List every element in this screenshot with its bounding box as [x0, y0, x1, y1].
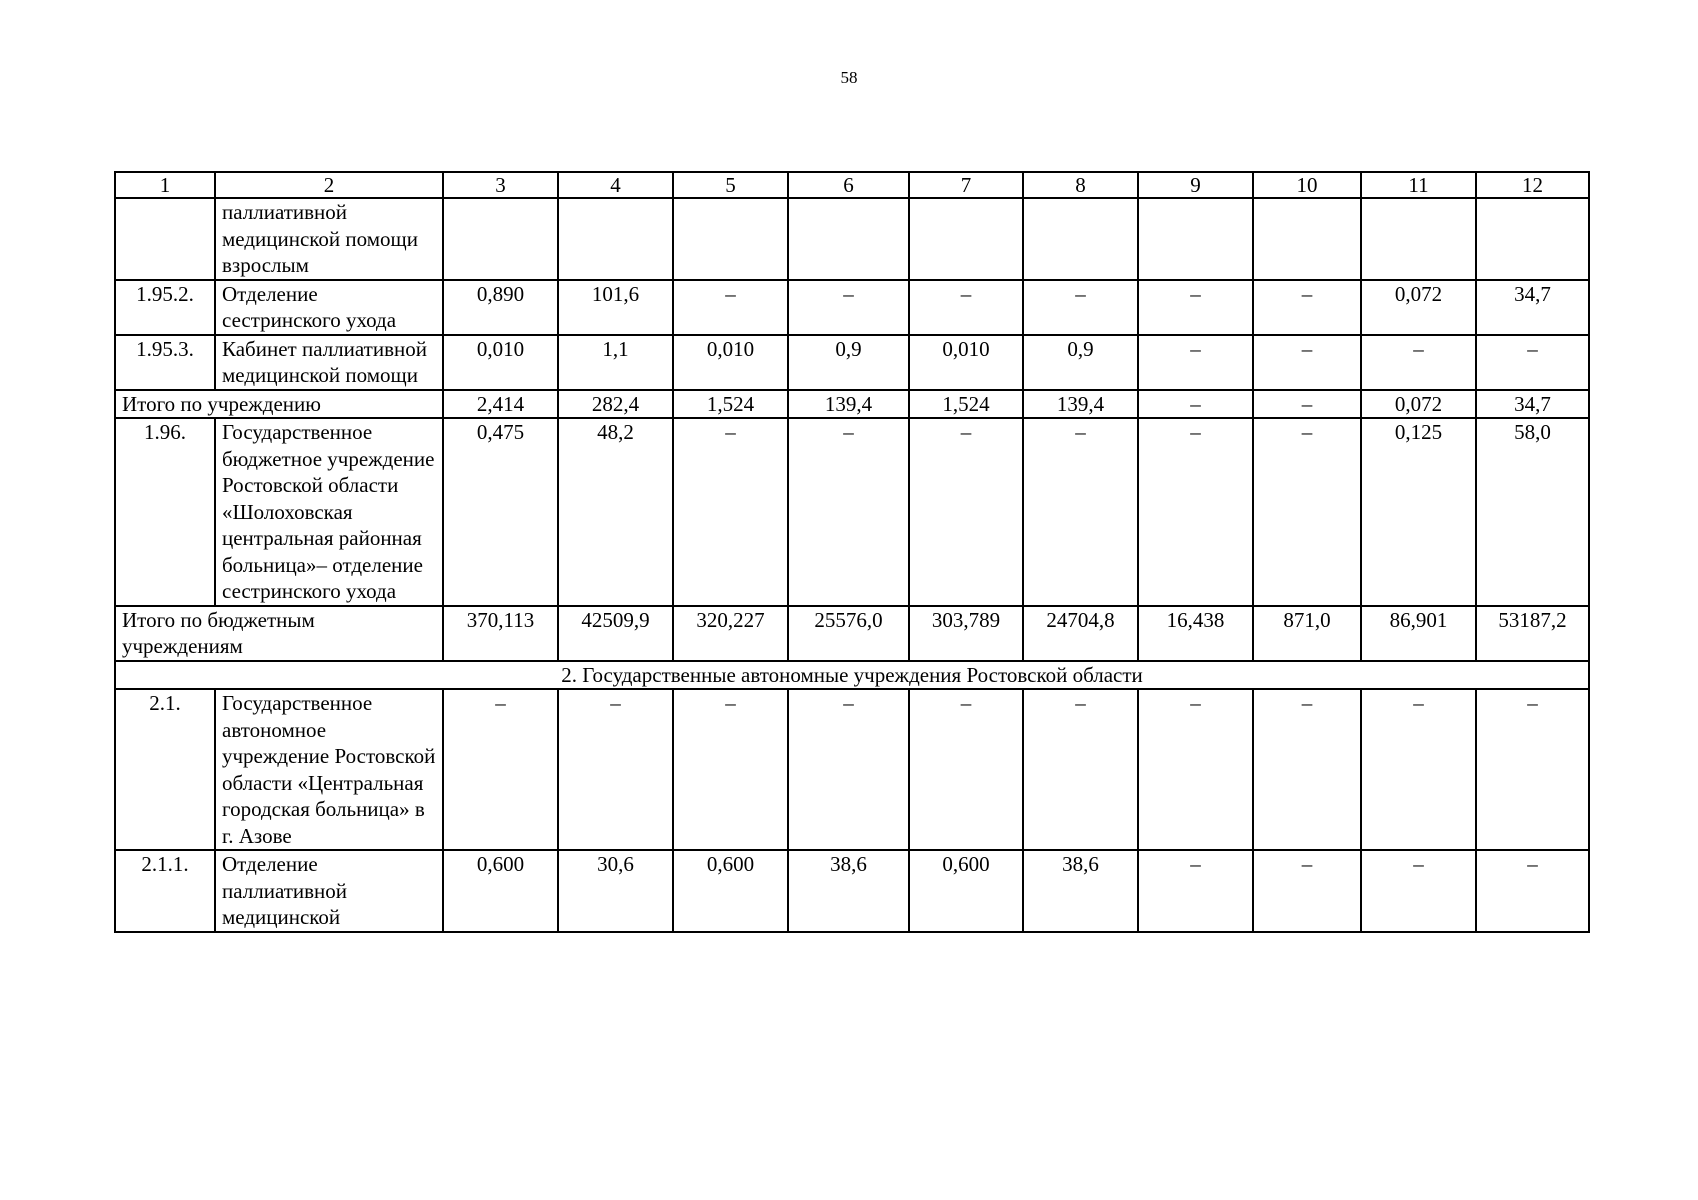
value-cell-col-6: 25576,0: [788, 606, 909, 661]
table-row: [115, 335, 1589, 390]
row-code: 2.1.1.: [115, 850, 215, 932]
value-cell-col-5: [673, 198, 788, 280]
value-cell-col-10: –: [1253, 689, 1361, 850]
value-cell-col-12: 58,0: [1476, 418, 1589, 606]
value-cell-col-9: –: [1138, 390, 1253, 419]
table-row: [115, 280, 1589, 335]
value-cell-col-3: 0,890: [443, 280, 558, 335]
table-row: [115, 689, 1589, 850]
value-cell-col-3: 0,600: [443, 850, 558, 932]
page-number: 58: [840, 68, 858, 87]
row-code: 1.96.: [115, 418, 215, 606]
table-row: [115, 850, 1589, 932]
value-cell-col-10: –: [1253, 335, 1361, 390]
value-cell-col-6: –: [788, 689, 909, 850]
value-cell-col-4: –: [558, 689, 673, 850]
value-cell-col-8: 139,4: [1023, 390, 1138, 419]
value-cell-col-11: –: [1361, 335, 1476, 390]
column-header-4: 4: [558, 172, 673, 198]
value-cell-col-6: 139,4: [788, 390, 909, 419]
value-cell-col-5: 0,010: [673, 335, 788, 390]
section-title: 2. Государственные автономные учреждения Ростовской области: [115, 661, 1589, 690]
value-cell-col-6: 38,6: [788, 850, 909, 932]
column-header-9: 9: [1138, 172, 1253, 198]
value-cell-col-11: –: [1361, 850, 1476, 932]
value-cell-col-11: –: [1361, 689, 1476, 850]
value-cell-col-7: 0,010: [909, 335, 1023, 390]
value-cell-col-10: –: [1253, 390, 1361, 419]
value-cell-col-3: 0,475: [443, 418, 558, 606]
value-cell-col-9: 16,438: [1138, 606, 1253, 661]
value-cell-col-5: –: [673, 280, 788, 335]
value-cell-col-3: [443, 198, 558, 280]
value-cell-col-7: –: [909, 418, 1023, 606]
column-header-12: 12: [1476, 172, 1589, 198]
value-cell-col-10: 871,0: [1253, 606, 1361, 661]
column-header-7: 7: [909, 172, 1023, 198]
header-row: [115, 172, 1589, 198]
column-header-11: 11: [1361, 172, 1476, 198]
value-cell-col-9: –: [1138, 418, 1253, 606]
row-code: 1.95.2.: [115, 280, 215, 335]
row-name: паллиативной медицинской помощи взрослым: [215, 198, 443, 280]
value-cell-col-12: [1476, 198, 1589, 280]
row-code: 1.95.3.: [115, 335, 215, 390]
value-cell-col-6: 0,9: [788, 335, 909, 390]
value-cell-col-11: 86,901: [1361, 606, 1476, 661]
value-cell-col-11: 0,072: [1361, 390, 1476, 419]
column-header-2: 2: [215, 172, 443, 198]
value-cell-col-9: –: [1138, 280, 1253, 335]
value-cell-col-8: –: [1023, 280, 1138, 335]
value-cell-col-7: 1,524: [909, 390, 1023, 419]
value-cell-col-10: –: [1253, 418, 1361, 606]
total-label: Итого по учреждению: [115, 390, 443, 419]
value-cell-col-11: 0,125: [1361, 418, 1476, 606]
value-cell-col-8: 24704,8: [1023, 606, 1138, 661]
value-cell-col-7: [909, 198, 1023, 280]
value-cell-col-12: –: [1476, 689, 1589, 850]
total-row: [115, 390, 1589, 419]
column-header-5: 5: [673, 172, 788, 198]
value-cell-col-3: 0,010: [443, 335, 558, 390]
value-cell-col-12: –: [1476, 850, 1589, 932]
value-cell-col-3: –: [443, 689, 558, 850]
value-cell-col-9: [1138, 198, 1253, 280]
row-name: Отделение паллиативной медицинской: [215, 850, 443, 932]
value-cell-col-6: –: [788, 280, 909, 335]
value-cell-col-10: –: [1253, 850, 1361, 932]
row-code: 2.1.: [115, 689, 215, 850]
value-cell-col-5: 1,524: [673, 390, 788, 419]
column-header-1: 1: [115, 172, 215, 198]
value-cell-col-7: –: [909, 689, 1023, 850]
table-row: [115, 198, 1589, 280]
value-cell-col-5: –: [673, 689, 788, 850]
column-header-8: 8: [1023, 172, 1138, 198]
value-cell-col-9: –: [1138, 335, 1253, 390]
value-cell-col-8: [1023, 198, 1138, 280]
value-cell-col-4: 48,2: [558, 418, 673, 606]
value-cell-col-9: –: [1138, 850, 1253, 932]
value-cell-col-4: 101,6: [558, 280, 673, 335]
column-header-3: 3: [443, 172, 558, 198]
value-cell-col-12: 34,7: [1476, 280, 1589, 335]
value-cell-col-4: 1,1: [558, 335, 673, 390]
total-row: [115, 606, 1589, 661]
value-cell-col-9: –: [1138, 689, 1253, 850]
value-cell-col-8: 38,6: [1023, 850, 1138, 932]
value-cell-col-5: 320,227: [673, 606, 788, 661]
row-name: Государственное бюджетное учреждение Ростовской области «Шолоховская центральная районная больница»– отделение сестринского ухода: [215, 418, 443, 606]
value-cell-col-7: 0,600: [909, 850, 1023, 932]
total-label: Итого по бюджетным учреждениям: [115, 606, 443, 661]
value-cell-col-8: –: [1023, 689, 1138, 850]
value-cell-col-7: –: [909, 280, 1023, 335]
value-cell-col-8: –: [1023, 418, 1138, 606]
row-name: Государственное автономное учреждение Ростовской области «Центральная городская больница» в г. Азове: [215, 689, 443, 850]
value-cell-col-5: –: [673, 418, 788, 606]
value-cell-col-11: [1361, 198, 1476, 280]
value-cell-col-3: 370,113: [443, 606, 558, 661]
row-code: [115, 198, 215, 280]
data-table: [114, 171, 1590, 933]
value-cell-col-6: [788, 198, 909, 280]
value-cell-col-6: –: [788, 418, 909, 606]
column-header-6: 6: [788, 172, 909, 198]
value-cell-col-3: 2,414: [443, 390, 558, 419]
value-cell-col-12: –: [1476, 335, 1589, 390]
value-cell-col-11: 0,072: [1361, 280, 1476, 335]
value-cell-col-4: [558, 198, 673, 280]
row-name: Отделение сестринского ухода: [215, 280, 443, 335]
value-cell-col-7: 303,789: [909, 606, 1023, 661]
value-cell-col-10: –: [1253, 280, 1361, 335]
value-cell-col-12: 53187,2: [1476, 606, 1589, 661]
row-name: Кабинет паллиативной медицинской помощи: [215, 335, 443, 390]
value-cell-col-10: [1253, 198, 1361, 280]
table-row: [115, 418, 1589, 606]
value-cell-col-4: 42509,9: [558, 606, 673, 661]
column-header-10: 10: [1253, 172, 1361, 198]
value-cell-col-4: 30,6: [558, 850, 673, 932]
value-cell-col-12: 34,7: [1476, 390, 1589, 419]
section-row: [115, 661, 1589, 690]
value-cell-col-5: 0,600: [673, 850, 788, 932]
value-cell-col-8: 0,9: [1023, 335, 1138, 390]
value-cell-col-4: 282,4: [558, 390, 673, 419]
